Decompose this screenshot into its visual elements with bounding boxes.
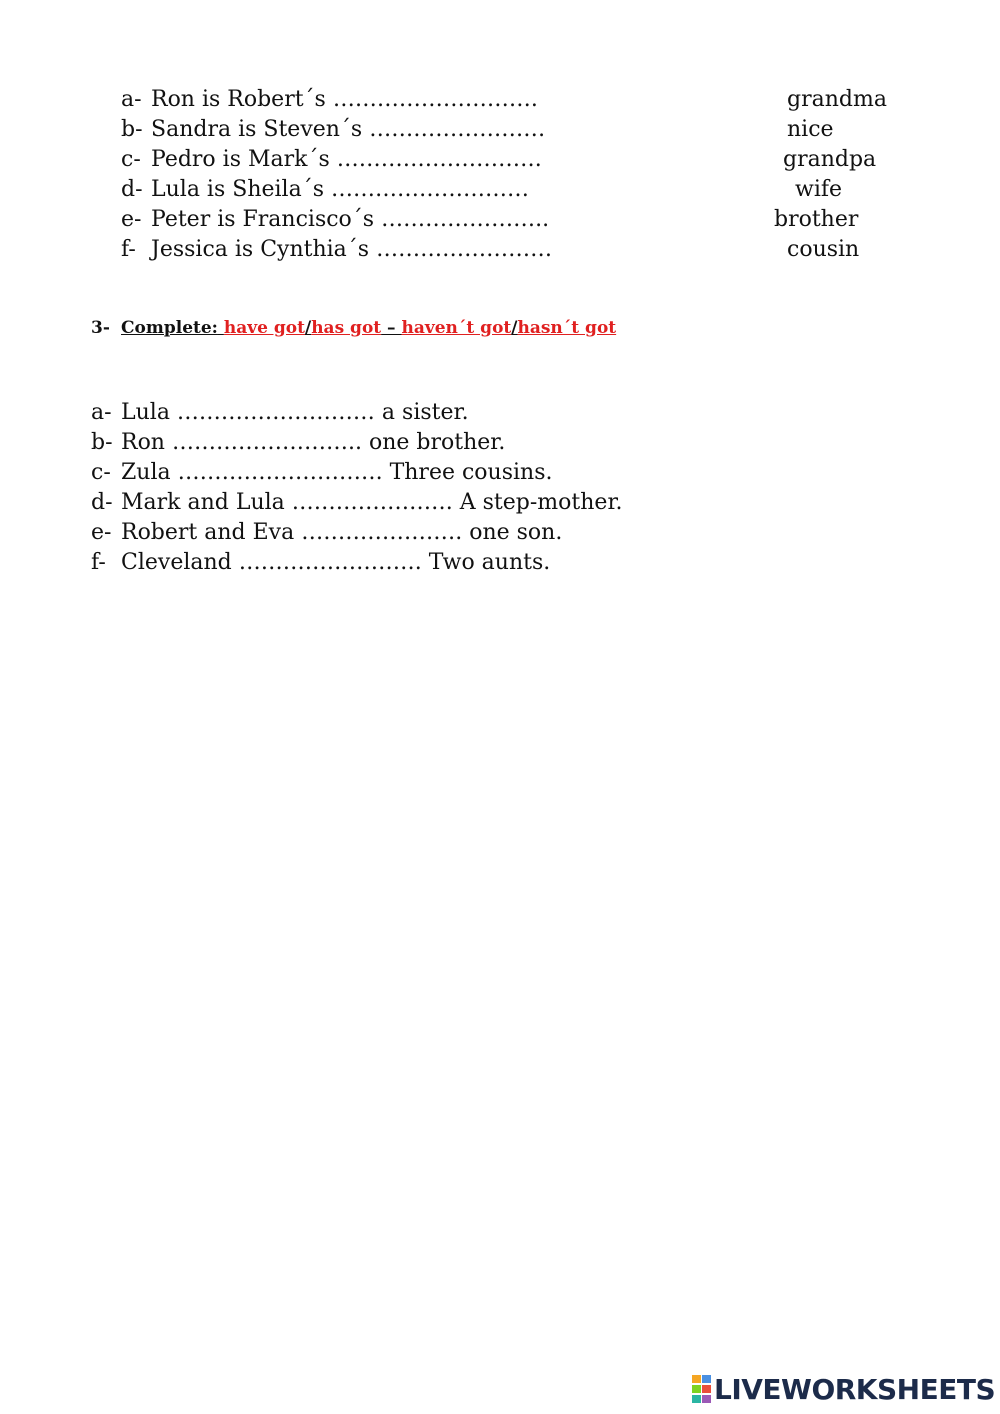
match-item-d [121, 177, 529, 202]
option-have-got: have got [223, 318, 305, 338]
item-text: Cleveland ……………………. Two aunts. [121, 550, 551, 575]
word-cousin: cousin [787, 237, 860, 262]
item-label: c- [91, 460, 111, 485]
item-label: f- [121, 237, 136, 262]
option-havent-got: haven´t got [401, 318, 512, 338]
logo-block [692, 1375, 701, 1383]
logo-block [702, 1395, 711, 1403]
item-text: Pedro is Mark´s ………………………. [151, 147, 542, 172]
option-has-got: has got [311, 318, 382, 338]
item-text: Lula is Sheila´s ……………………… [151, 177, 529, 202]
logo-block [692, 1395, 701, 1403]
item-text: Mark and Lula …………………. A step-mother. [121, 490, 623, 515]
logo-text: LIVEWORKSHEETS [714, 1372, 996, 1406]
match-item-a [121, 87, 538, 112]
option-separator: / [304, 318, 312, 338]
word-brother: brother [774, 207, 859, 232]
item-label: d- [91, 490, 113, 515]
item-label: c- [121, 147, 141, 172]
item-label: e- [91, 520, 112, 545]
option-dash: – [381, 318, 402, 338]
complete-item-b [91, 430, 505, 455]
item-label: a- [91, 400, 112, 425]
word-grandma: grandma [787, 87, 887, 112]
item-text: Ron …………………….. one brother. [121, 430, 506, 455]
item-text: Sandra is Steven´s …………………… [151, 117, 546, 142]
complete-item-d [91, 490, 623, 515]
item-label: b- [91, 430, 113, 455]
match-item-c [121, 147, 542, 172]
item-label: e- [121, 207, 142, 232]
complete-item-a [91, 400, 469, 425]
item-text: Zula ………………………. Three cousins. [121, 460, 553, 485]
item-text: Lula ……………………… a sister. [121, 400, 469, 425]
logo-block [702, 1385, 711, 1393]
logo-mark-icon [692, 1375, 712, 1403]
complete-item-e [91, 520, 562, 545]
liveworksheets-logo [692, 1374, 995, 1404]
item-label: a- [121, 87, 142, 112]
item-label: b- [121, 117, 143, 142]
word-wife: wife [795, 177, 843, 202]
complete-item-f [91, 550, 550, 575]
word-nice: nice [787, 117, 834, 142]
complete-item-c [91, 460, 553, 485]
match-item-b [121, 117, 545, 142]
exercise-title: Complete: [121, 318, 218, 338]
exercise-number: 3- [91, 318, 110, 338]
match-item-e [121, 207, 549, 232]
item-text: Ron is Robert´s ………………………. [151, 87, 538, 112]
option-hasnt-got: hasn´t got [517, 318, 617, 338]
item-label: f- [91, 550, 106, 575]
item-text: Peter is Francisco´s ………………….. [151, 207, 550, 232]
item-text: Robert and Eva …………………. one son. [121, 520, 563, 545]
exercise-3-heading [91, 318, 616, 338]
logo-block [692, 1385, 701, 1393]
logo-block [702, 1375, 711, 1383]
item-label: d- [121, 177, 143, 202]
item-text: Jessica is Cynthia´s …………………… [151, 237, 553, 262]
option-separator: / [511, 318, 518, 338]
match-item-f [121, 237, 552, 262]
word-grandpa: grandpa [783, 147, 877, 172]
